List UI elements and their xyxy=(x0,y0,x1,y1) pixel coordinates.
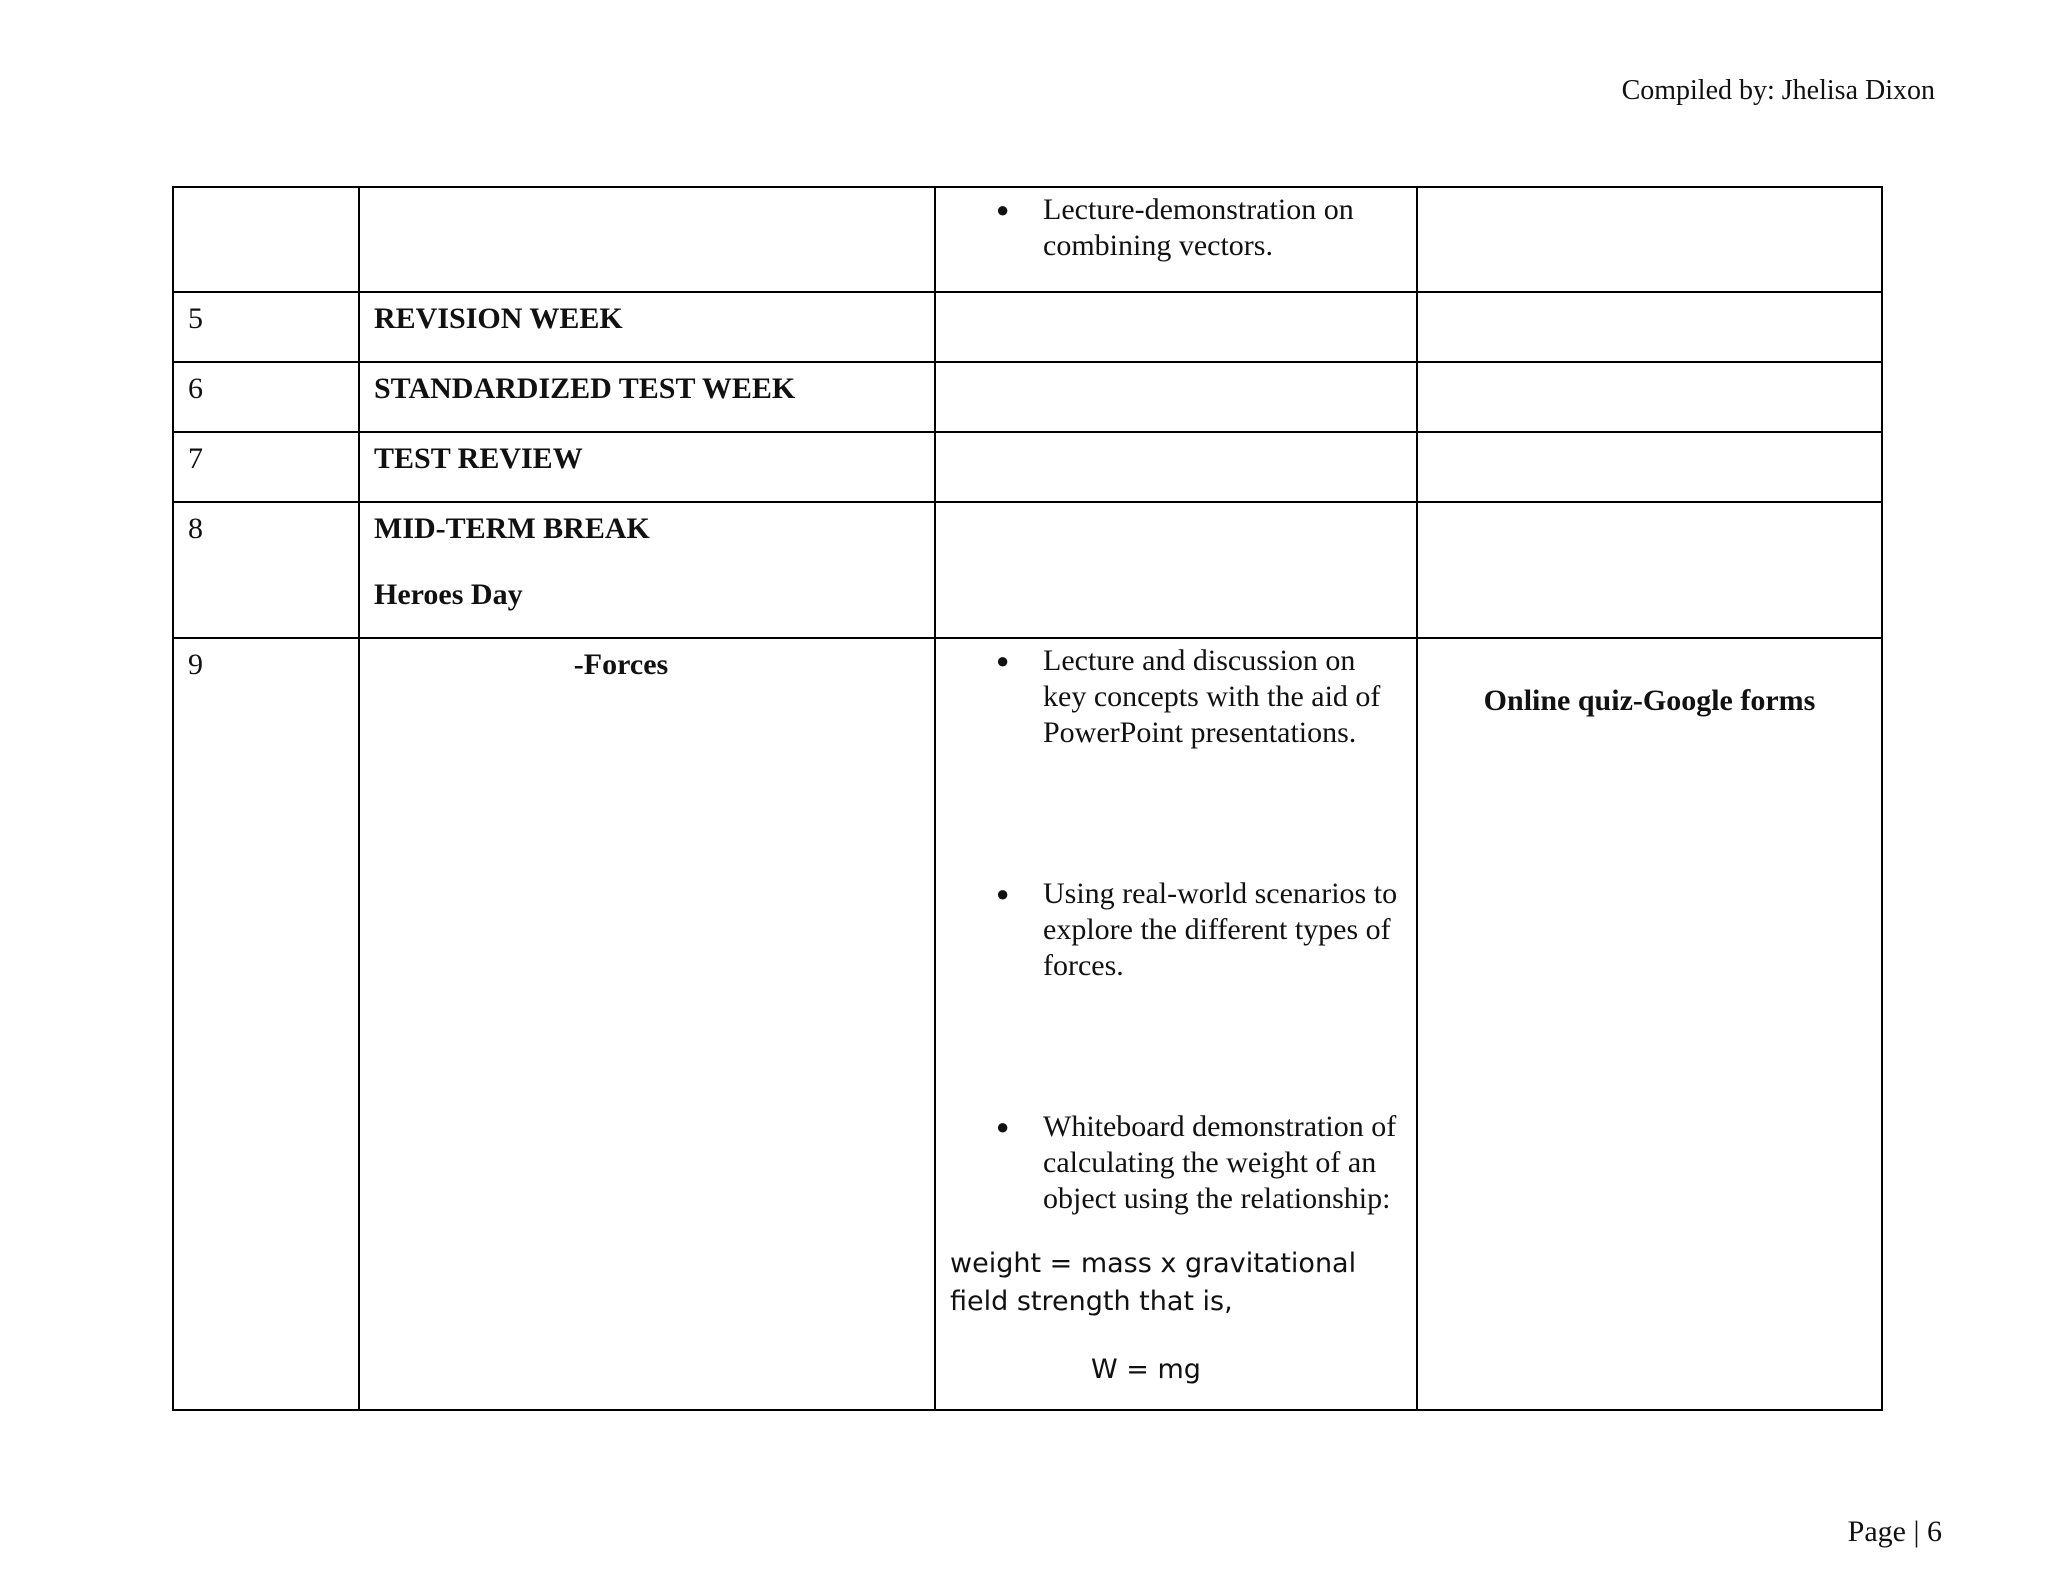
topic-cell: STANDARDIZED TEST WEEK xyxy=(359,362,935,432)
assessment-cell xyxy=(1417,432,1882,502)
activities-cell xyxy=(935,362,1417,432)
topic-cell: TEST REVIEW xyxy=(359,432,935,502)
activity-spacer xyxy=(936,751,1416,876)
bullet-icon: ● xyxy=(996,648,1010,673)
table-row-continued xyxy=(173,187,1882,292)
activity-item xyxy=(936,1109,1416,1217)
assessment-cell xyxy=(1417,187,1882,292)
assessment-cell xyxy=(1417,362,1882,432)
activities-cell xyxy=(935,187,1417,292)
table-row-week-9 xyxy=(173,638,1882,1410)
activity-text: Using real-world scenarios to explore the different types of forces. xyxy=(1043,877,1398,982)
activity-item xyxy=(936,643,1416,751)
week-number: 8 xyxy=(173,502,359,638)
activities-cell xyxy=(935,638,1417,1410)
topic-cell xyxy=(359,638,935,1410)
topic-text: -Forces xyxy=(573,648,669,681)
topic-line-2: Heroes Day xyxy=(374,578,523,611)
assessment-cell xyxy=(1417,502,1882,638)
assessment-cell: Online quiz-Google forms xyxy=(1417,638,1882,1410)
table-row-week-8 xyxy=(173,502,1882,638)
week-number: 6 xyxy=(173,362,359,432)
week-cell xyxy=(173,187,359,292)
week-number: 5 xyxy=(173,292,359,362)
table-row-week-6 xyxy=(173,362,1882,432)
activities-cell xyxy=(935,502,1417,638)
week-number: 9 xyxy=(173,638,359,1410)
activity-text: Lecture and discussion on key concepts with the aid of PowerPoint presentations. xyxy=(1043,644,1381,749)
activity-text: Whiteboard demonstration of calculating the weight of an object using the relationship: xyxy=(1043,1110,1397,1215)
formula-description: weight = mass x gravitational field strength that is, xyxy=(950,1248,1357,1317)
compiled-by-note: Compiled by: Jhelisa Dixon xyxy=(1621,75,1935,106)
page-number: Page | 6 xyxy=(1847,1515,1942,1548)
activities-cell xyxy=(935,292,1417,362)
bullet-icon: ● xyxy=(996,881,1010,906)
topic-cell xyxy=(359,187,935,292)
week-number: 7 xyxy=(173,432,359,502)
table-row-week-5 xyxy=(173,292,1882,362)
bullet-icon: ● xyxy=(996,1114,1010,1139)
topic-line-1: MID-TERM BREAK xyxy=(374,512,650,545)
activity-item xyxy=(936,192,1416,264)
table-row-week-7 xyxy=(173,432,1882,502)
lesson-plan-table xyxy=(172,186,1883,1411)
activity-item xyxy=(936,876,1416,984)
activity-text: Lecture-demonstration on combining vectors. xyxy=(1043,193,1354,262)
activity-spacer xyxy=(936,984,1416,1109)
assessment-cell xyxy=(1417,292,1882,362)
formula-equation: W = mg xyxy=(1091,1354,1201,1385)
topic-cell: REVISION WEEK xyxy=(359,292,935,362)
activities-cell xyxy=(935,432,1417,502)
topic-cell xyxy=(359,502,935,638)
bullet-icon: ● xyxy=(996,197,1010,222)
